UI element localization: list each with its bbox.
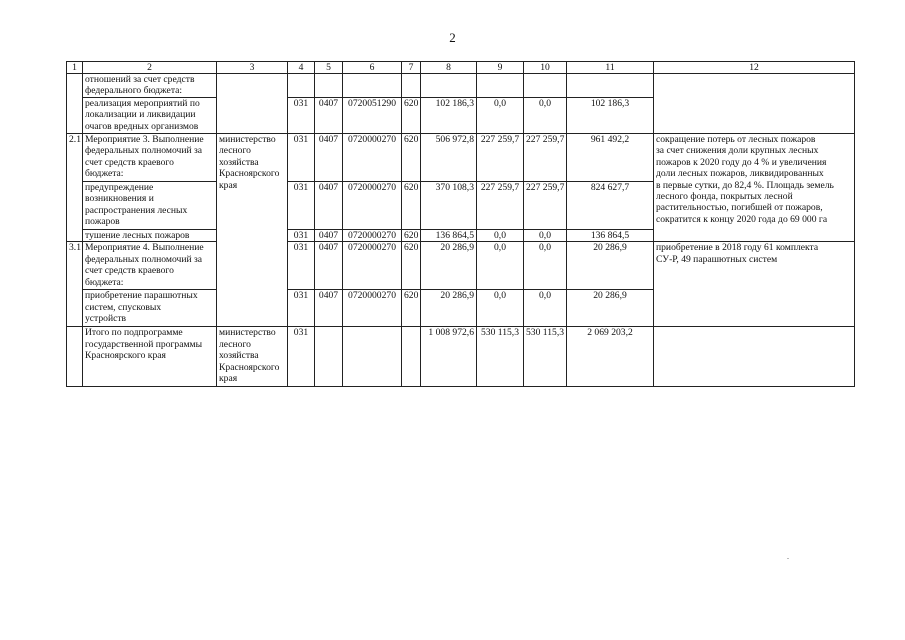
amount-2019-cell: 227 259,7 (477, 134, 524, 182)
header-cell: 10 (524, 62, 567, 74)
header-cell: 5 (315, 62, 343, 74)
amount-total-cell: 20 286,9 (567, 290, 654, 327)
amount-2020-cell: 0,0 (524, 230, 567, 242)
amount-2018-cell: 1 008 972,6 (421, 327, 477, 387)
header-cell: 9 (477, 62, 524, 74)
amount-2019-cell: 530 115,3 (477, 327, 524, 387)
header-row (67, 62, 855, 74)
result-cell: приобретение в 2018 году 61 комплекта СУ-Р, 49 парашютных систем (654, 242, 855, 327)
amount-2020-cell: 530 115,3 (524, 327, 567, 387)
description-cell: приобретение парашютных систем, спусковых устройств (83, 290, 217, 327)
description-cell: предупреждение возникновения и распространения лесных пожаров (83, 182, 217, 230)
amount-2020-cell: 227 259,7 (524, 134, 567, 182)
amount-total-cell: 824 627,7 (567, 182, 654, 230)
result-cell: сокращение потерь от лесных пожаров за счет снижения доли крупных лесных пожаров к 2020 году до 4 % и увеличения доли лесных пожаров, ликвидированных в первые сутки, до 82,4 %. Площадь земель лесного фонда, покрытых лесной растительностью, погибшей от пожаров, сократится к концу 2020 года до 69 000 га (654, 134, 855, 242)
row-number-cell (67, 327, 83, 387)
scan-speck (787, 558, 789, 559)
empty-cell (402, 74, 421, 98)
description-cell: Мероприятие 4. Выполнение федеральных полномочий за счет средств краевого бюджета: (83, 242, 217, 290)
expense-type-cell: 620 (402, 242, 421, 290)
amount-2018-cell: 370 108,3 (421, 182, 477, 230)
target-code-cell: 0720000270 (343, 134, 402, 182)
target-code-cell: 0720000270 (343, 182, 402, 230)
header-cell: 1 (67, 62, 83, 74)
amount-2020-cell: 0,0 (524, 290, 567, 327)
empty-cell (421, 74, 477, 98)
table-row (67, 242, 855, 290)
header-cell: 4 (288, 62, 315, 74)
target-code-cell: 0720000270 (343, 230, 402, 242)
empty-cell (402, 327, 421, 387)
section-code-cell: 0407 (315, 134, 343, 182)
admin-code-cell: 031 (288, 230, 315, 242)
executor-cell: министерство лесного хозяйства Красноярского края (217, 327, 288, 387)
amount-2019-cell: 0,0 (477, 98, 524, 134)
description-cell: отношений за счет средств федерального бюджета: (83, 74, 217, 98)
amount-total-cell: 20 286,9 (567, 242, 654, 290)
header-cell: 11 (567, 62, 654, 74)
amount-total-cell: 2 069 203,2 (567, 327, 654, 387)
empty-cell (567, 74, 654, 98)
target-code-cell: 0720051290 (343, 98, 402, 134)
section-code-cell: 0407 (315, 98, 343, 134)
description-cell: реализация мероприятий по локализации и ликвидации очагов вредных организмов (83, 98, 217, 134)
executor-cell: министерство лесного хозяйства Красноярского края (217, 134, 288, 327)
target-code-cell: 0720000270 (343, 290, 402, 327)
table-row (67, 134, 855, 182)
expense-type-cell: 620 (402, 182, 421, 230)
header-cell: 2 (83, 62, 217, 74)
executor-cell (217, 74, 288, 134)
empty-cell (477, 74, 524, 98)
admin-code-cell: 031 (288, 327, 315, 387)
expense-type-cell: 620 (402, 290, 421, 327)
header-cell: 8 (421, 62, 477, 74)
amount-2018-cell: 506 972,8 (421, 134, 477, 182)
amount-2019-cell: 227 259,7 (477, 182, 524, 230)
admin-code-cell: 031 (288, 290, 315, 327)
table-row (67, 327, 855, 387)
result-cell (654, 327, 855, 387)
row-number-cell: 3.1 (67, 242, 83, 327)
amount-2020-cell: 0,0 (524, 98, 567, 134)
admin-code-cell: 031 (288, 134, 315, 182)
admin-code-cell: 031 (288, 242, 315, 290)
row-number-cell: 2.1 (67, 134, 83, 242)
amount-2020-cell: 0,0 (524, 242, 567, 290)
page-number: 2 (449, 30, 456, 45)
empty-cell (288, 74, 315, 98)
empty-cell (343, 74, 402, 98)
description-cell: Мероприятие 3. Выполнение федеральных полномочий за счет средств краевого бюджета: (83, 134, 217, 182)
amount-2018-cell: 20 286,9 (421, 242, 477, 290)
description-cell: Итого по подпрограмме государственной программы Красноярского края (83, 327, 217, 387)
target-code-cell: 0720000270 (343, 242, 402, 290)
amount-2018-cell: 136 864,5 (421, 230, 477, 242)
header-cell: 6 (343, 62, 402, 74)
empty-cell (343, 327, 402, 387)
amount-2020-cell: 227 259,7 (524, 182, 567, 230)
expense-type-cell: 620 (402, 98, 421, 134)
section-code-cell: 0407 (315, 230, 343, 242)
expense-type-cell: 620 (402, 230, 421, 242)
expense-type-cell: 620 (402, 134, 421, 182)
budget-table (66, 61, 855, 387)
amount-2019-cell: 0,0 (477, 242, 524, 290)
header-cell: 3 (217, 62, 288, 74)
section-code-cell: 0407 (315, 290, 343, 327)
description-cell: тушение лесных пожаров (83, 230, 217, 242)
admin-code-cell: 031 (288, 182, 315, 230)
amount-2018-cell: 20 286,9 (421, 290, 477, 327)
header-cell: 7 (402, 62, 421, 74)
amount-total-cell: 102 186,3 (567, 98, 654, 134)
section-code-cell: 0407 (315, 242, 343, 290)
amount-2019-cell: 0,0 (477, 230, 524, 242)
amount-2019-cell: 0,0 (477, 290, 524, 327)
table-row (67, 74, 855, 98)
admin-code-cell: 031 (288, 98, 315, 134)
amount-2018-cell: 102 186,3 (421, 98, 477, 134)
empty-cell (315, 74, 343, 98)
empty-cell (524, 74, 567, 98)
amount-total-cell: 136 864,5 (567, 230, 654, 242)
header-cell: 12 (654, 62, 855, 74)
amount-total-cell: 961 492,2 (567, 134, 654, 182)
result-cell (654, 74, 855, 134)
section-code-cell: 0407 (315, 182, 343, 230)
empty-cell (315, 327, 343, 387)
row-number-cell (67, 74, 83, 134)
